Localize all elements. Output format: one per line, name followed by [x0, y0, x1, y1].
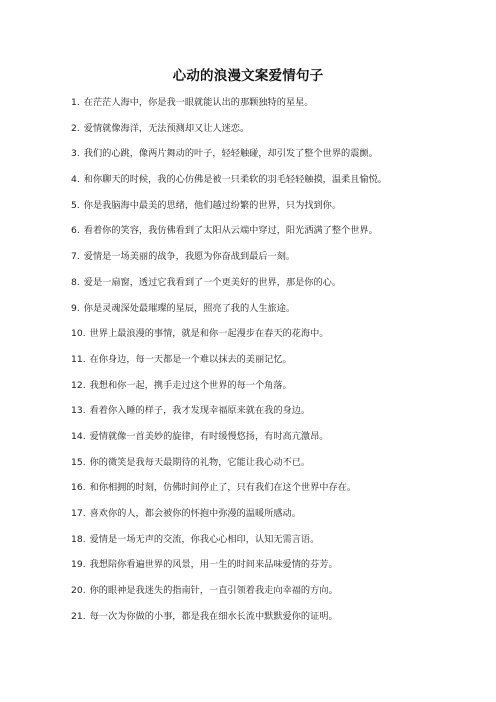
list-item	[71, 193, 471, 219]
item-text: 和你相拥的时刻，仿佛时间停止了，只有我们在这个世界中存在。	[89, 482, 357, 494]
item-text: 我想和你一起，携手走过这个世界的每一个角落。	[89, 379, 292, 391]
item-number: 21.	[71, 610, 86, 622]
item-number: 9.	[71, 302, 80, 314]
list-item	[71, 321, 471, 347]
item-text: 你的微笑是我每天最期待的礼物，它能让我心动不已。	[89, 456, 311, 468]
list-item	[71, 578, 471, 604]
item-text: 爱情就像一首美妙的旋律，有时缓慢悠扬，有时高亢激昂。	[89, 430, 329, 442]
item-number: 19.	[71, 559, 86, 571]
item-number: 20.	[71, 585, 86, 597]
list-item	[71, 475, 471, 501]
list-item	[71, 116, 471, 142]
item-text: 看着你的笑容，我仿佛看到了太阳从云端中穿过，阳光洒满了整个世界。	[83, 225, 378, 237]
item-number: 13.	[71, 405, 86, 417]
item-number: 12.	[71, 379, 86, 391]
item-number: 2.	[71, 122, 80, 134]
item-text: 看着你入睡的样子，我才发现幸福原来就在我的身边。	[89, 405, 311, 417]
item-text: 你的眼神是我迷失的指南针，一直引领着我走向幸福的方向。	[89, 585, 338, 597]
list-item	[71, 552, 471, 578]
item-number: 17.	[71, 508, 86, 519]
item-number: 7.	[71, 251, 80, 263]
item-number: 8.	[71, 276, 80, 288]
item-text: 和你聊天的时候，我的心仿佛是被一只柔软的羽毛轻轻触摸，温柔且愉悦。	[83, 174, 387, 186]
item-number: 10.	[71, 328, 86, 340]
item-number: 6.	[71, 225, 80, 237]
list-item	[71, 398, 471, 424]
sentence-list	[71, 90, 471, 629]
list-item	[71, 167, 471, 193]
item-text: 我们的心跳，像两片舞动的叶子，轻轻触碰，却引发了整个世界的震颤。	[83, 148, 378, 160]
item-number: 4.	[71, 174, 80, 186]
item-text: 在你身边，每一天都是一个难以抹去的美丽记忆。	[89, 353, 292, 365]
list-item	[71, 218, 471, 244]
list-item	[71, 604, 471, 630]
list-item	[71, 373, 471, 399]
item-number: 16.	[71, 482, 86, 494]
item-number: 5.	[71, 199, 80, 211]
item-number: 11.	[71, 353, 86, 365]
list-item	[71, 450, 471, 476]
list-item	[71, 141, 471, 167]
page-title: 心动的浪漫文案爱情句子	[172, 68, 324, 84]
item-text: 你是我脑海中最美的思绪，他们越过纷繁的世界，只为找到你。	[83, 199, 342, 211]
item-number: 1.	[71, 97, 80, 108]
list-item	[71, 244, 471, 270]
item-number: 15.	[71, 456, 86, 468]
item-number: 14.	[71, 430, 86, 442]
list-item	[71, 270, 471, 296]
item-text: 你是灵魂深处最璀璨的星辰，照亮了我的人生旅途。	[83, 302, 296, 314]
item-text: 爱是一扇窗，透过它我看到了一个更美好的世界，那是你的心。	[83, 276, 342, 288]
item-text: 爱情是一场美丽的战争，我愿为你奋战到最后一刻。	[83, 251, 296, 263]
item-text: 喜欢你的人，都会被你的怀抱中弥漫的温暖所感动。	[89, 508, 301, 519]
item-text: 在茫茫人海中，你是我一眼就能认出的那颗独特的星星。	[83, 97, 314, 108]
list-item	[71, 296, 471, 322]
list-item	[71, 527, 471, 553]
item-text: 每一次为你做的小事，都是我在细水长流中默默爱你的证明。	[89, 610, 338, 622]
item-number: 18.	[71, 533, 86, 545]
item-text: 世界上最浪漫的事情，就是和你一起漫步在春天的花海中。	[89, 328, 329, 340]
list-item	[71, 347, 471, 373]
item-text: 我想陪你看遍世界的风景，用一生的时间来品味爱情的芬芳。	[89, 559, 338, 571]
item-number: 3.	[71, 148, 80, 160]
list-item	[71, 424, 471, 450]
list-item	[71, 501, 471, 527]
item-text: 爱情就像海洋，无法预测却又让人迷恋。	[83, 122, 250, 134]
list-item	[71, 90, 471, 116]
item-text: 爱情是一场无声的交流，你我心心相印，认知无需言语。	[89, 533, 320, 545]
